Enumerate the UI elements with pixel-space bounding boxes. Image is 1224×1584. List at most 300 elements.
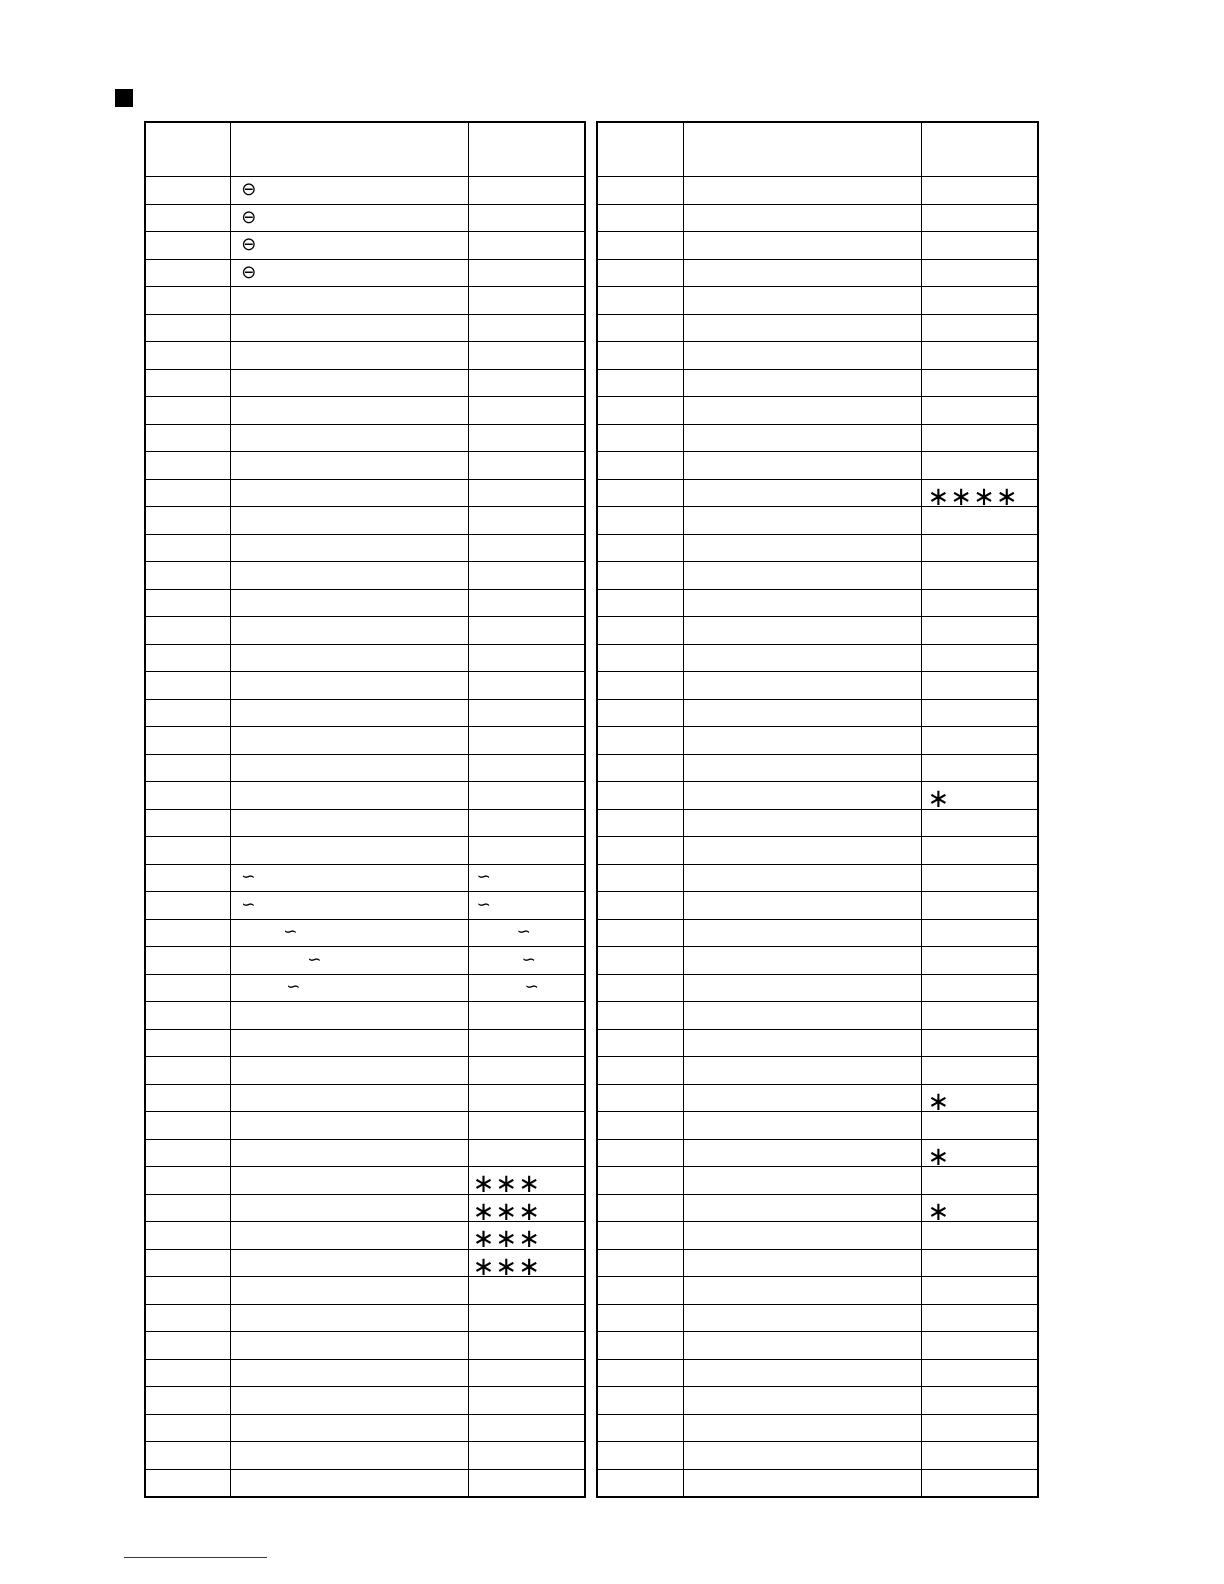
loop-icon: ∽ bbox=[283, 922, 298, 943]
table-row bbox=[145, 864, 585, 892]
asterisk-icon: ∗∗∗∗ bbox=[927, 481, 1019, 507]
table-cell bbox=[683, 177, 921, 205]
table-cell bbox=[597, 534, 683, 562]
table-row bbox=[145, 1414, 585, 1442]
table-cell bbox=[683, 507, 921, 535]
table-row bbox=[597, 617, 1038, 645]
table-cell bbox=[683, 1139, 921, 1167]
table-cell bbox=[231, 1029, 468, 1057]
table-cell bbox=[683, 287, 921, 315]
table-cell bbox=[597, 809, 683, 837]
table-cell bbox=[468, 1112, 585, 1140]
loop-icon: ∽ bbox=[476, 867, 491, 888]
table-cell bbox=[468, 699, 585, 727]
table-row bbox=[145, 424, 585, 452]
table-cell bbox=[921, 1222, 1038, 1250]
table-cell bbox=[231, 1414, 468, 1442]
table-cell bbox=[683, 1084, 921, 1112]
table-row bbox=[145, 507, 585, 535]
table-cell bbox=[145, 782, 231, 810]
table-cell bbox=[145, 1084, 231, 1112]
table-cell bbox=[468, 1442, 585, 1470]
circled-minus-icon: ⊖ bbox=[241, 179, 257, 201]
table-cell bbox=[683, 1304, 921, 1332]
table-row bbox=[145, 1057, 585, 1085]
table-cell bbox=[145, 259, 231, 287]
table-cell bbox=[683, 727, 921, 755]
parts-table-left bbox=[144, 121, 586, 1498]
table-row bbox=[145, 644, 585, 672]
table-cell bbox=[231, 314, 468, 342]
table-cell bbox=[683, 397, 921, 425]
table-cell bbox=[597, 259, 683, 287]
table-row bbox=[145, 1167, 585, 1195]
table-cell bbox=[921, 1387, 1038, 1415]
table-cell bbox=[683, 1469, 921, 1497]
table-cell bbox=[921, 727, 1038, 755]
table-cell bbox=[921, 1139, 1038, 1167]
table-cell bbox=[468, 974, 585, 1002]
table-row bbox=[145, 232, 585, 260]
table-row bbox=[145, 1029, 585, 1057]
table-cell bbox=[145, 919, 231, 947]
table-row bbox=[145, 177, 585, 205]
header-cell bbox=[231, 122, 468, 177]
table-cell bbox=[921, 947, 1038, 975]
table-row bbox=[145, 727, 585, 755]
table-cell bbox=[231, 1112, 468, 1140]
table-cell bbox=[597, 1057, 683, 1085]
table-cell bbox=[597, 397, 683, 425]
table-cell bbox=[597, 562, 683, 590]
table-cell bbox=[921, 837, 1038, 865]
asterisk-icon: ∗∗∗ bbox=[472, 1196, 541, 1222]
table-row bbox=[597, 1167, 1038, 1195]
parts-table-right bbox=[596, 121, 1039, 1498]
table-cell bbox=[683, 479, 921, 507]
table-cell bbox=[597, 1414, 683, 1442]
table-cell bbox=[231, 1359, 468, 1387]
section-bullet bbox=[115, 89, 133, 107]
table-row bbox=[597, 397, 1038, 425]
table-cell bbox=[683, 1222, 921, 1250]
table-cell bbox=[683, 1249, 921, 1277]
table-cell bbox=[921, 1249, 1038, 1277]
table-row bbox=[597, 342, 1038, 370]
table-cell bbox=[468, 342, 585, 370]
table-cell bbox=[145, 1304, 231, 1332]
table-row bbox=[145, 452, 585, 480]
table-row bbox=[597, 892, 1038, 920]
table-row bbox=[597, 1057, 1038, 1085]
table-cell bbox=[145, 287, 231, 315]
table-cell bbox=[921, 287, 1038, 315]
table-cell bbox=[145, 1139, 231, 1167]
header-cell bbox=[597, 122, 683, 177]
table-cell bbox=[683, 204, 921, 232]
table-cell bbox=[145, 424, 231, 452]
table-cell bbox=[468, 919, 585, 947]
table-cell bbox=[597, 1387, 683, 1415]
table-row bbox=[597, 314, 1038, 342]
table-cell bbox=[231, 1442, 468, 1470]
table-row bbox=[145, 947, 585, 975]
table-row bbox=[597, 1387, 1038, 1415]
table-cell bbox=[597, 1139, 683, 1167]
table-cell bbox=[468, 672, 585, 700]
table-cell bbox=[145, 1387, 231, 1415]
table-cell bbox=[921, 1112, 1038, 1140]
table-cell bbox=[683, 864, 921, 892]
table-cell bbox=[145, 369, 231, 397]
table-row bbox=[145, 1277, 585, 1305]
table-cell bbox=[921, 562, 1038, 590]
circled-minus-icon: ⊖ bbox=[241, 206, 257, 228]
table-row bbox=[597, 507, 1038, 535]
asterisk-icon: ∗∗∗ bbox=[472, 1169, 541, 1194]
table-cell bbox=[683, 892, 921, 920]
table-row bbox=[145, 699, 585, 727]
table-row bbox=[597, 1139, 1038, 1167]
table-cell bbox=[145, 672, 231, 700]
table-cell bbox=[145, 1359, 231, 1387]
table-cell bbox=[145, 1414, 231, 1442]
table-cell bbox=[145, 1112, 231, 1140]
table-row bbox=[145, 342, 585, 370]
table-cell bbox=[145, 837, 231, 865]
table-cell bbox=[468, 479, 585, 507]
table-cell bbox=[231, 1194, 468, 1222]
table-row bbox=[145, 782, 585, 810]
table-row bbox=[597, 1002, 1038, 1030]
table-row bbox=[597, 1194, 1038, 1222]
table-cell bbox=[921, 1414, 1038, 1442]
table-cell bbox=[597, 947, 683, 975]
table-cell bbox=[231, 754, 468, 782]
table-cell bbox=[145, 562, 231, 590]
table-cell bbox=[231, 919, 468, 947]
table-row bbox=[145, 1387, 585, 1415]
loop-icon: ∽ bbox=[307, 949, 322, 970]
table-row bbox=[597, 1442, 1038, 1470]
table-cell bbox=[921, 919, 1038, 947]
table-row bbox=[597, 1304, 1038, 1332]
table-cell bbox=[468, 1277, 585, 1305]
table-cell bbox=[231, 617, 468, 645]
table-row bbox=[145, 1139, 585, 1167]
table-cell bbox=[231, 287, 468, 315]
table-row bbox=[145, 919, 585, 947]
table-cell bbox=[921, 782, 1038, 810]
table-cell bbox=[231, 1167, 468, 1195]
table-cell bbox=[597, 617, 683, 645]
table-row bbox=[597, 259, 1038, 287]
table-cell bbox=[597, 727, 683, 755]
table-cell bbox=[597, 452, 683, 480]
table-row bbox=[145, 397, 585, 425]
loop-icon: ∽ bbox=[516, 922, 531, 943]
table-cell bbox=[145, 644, 231, 672]
loop-icon: ∽ bbox=[241, 867, 256, 888]
table-row bbox=[145, 1222, 585, 1250]
table-cell bbox=[145, 754, 231, 782]
table-cell bbox=[921, 397, 1038, 425]
table-cell bbox=[468, 397, 585, 425]
table-row bbox=[145, 314, 585, 342]
table-cell bbox=[145, 1222, 231, 1250]
table-cell bbox=[231, 452, 468, 480]
table-row bbox=[597, 204, 1038, 232]
table-cell bbox=[921, 754, 1038, 782]
table-cell bbox=[145, 727, 231, 755]
table-cell bbox=[145, 892, 231, 920]
table-cell bbox=[597, 177, 683, 205]
table-cell bbox=[231, 1084, 468, 1112]
table-row bbox=[597, 782, 1038, 810]
table-cell bbox=[468, 534, 585, 562]
table-cell bbox=[145, 809, 231, 837]
table-cell bbox=[231, 204, 468, 232]
table-cell bbox=[921, 1442, 1038, 1470]
loop-icon: ∽ bbox=[476, 894, 491, 915]
loop-icon: ∽ bbox=[286, 977, 301, 998]
table-row bbox=[597, 727, 1038, 755]
table-cell bbox=[921, 314, 1038, 342]
table-row bbox=[597, 837, 1038, 865]
table-cell bbox=[231, 672, 468, 700]
table-row bbox=[597, 809, 1038, 837]
table-cell bbox=[231, 479, 468, 507]
table-cell bbox=[921, 1359, 1038, 1387]
table-cell bbox=[683, 1112, 921, 1140]
table-cell bbox=[231, 1249, 468, 1277]
table-row bbox=[145, 837, 585, 865]
table-cell bbox=[231, 1304, 468, 1332]
table-cell bbox=[231, 947, 468, 975]
table-cell bbox=[597, 699, 683, 727]
table-cell bbox=[468, 259, 585, 287]
asterisk-icon: ∗∗∗ bbox=[472, 1224, 541, 1249]
table-cell bbox=[468, 1084, 585, 1112]
table-cell bbox=[597, 1332, 683, 1360]
table-cell bbox=[683, 589, 921, 617]
table-cell bbox=[683, 1442, 921, 1470]
table-cell bbox=[683, 617, 921, 645]
table-row bbox=[145, 754, 585, 782]
table-cell bbox=[597, 232, 683, 260]
table-cell bbox=[597, 1304, 683, 1332]
table-cell bbox=[921, 177, 1038, 205]
table-cell bbox=[231, 644, 468, 672]
table-cell bbox=[921, 864, 1038, 892]
table-cell bbox=[921, 1304, 1038, 1332]
table-cell bbox=[597, 1084, 683, 1112]
table-cell bbox=[468, 1167, 585, 1195]
table-cell bbox=[597, 589, 683, 617]
table-cell bbox=[921, 1002, 1038, 1030]
table-cell bbox=[597, 204, 683, 232]
table-cell bbox=[597, 644, 683, 672]
table-cell bbox=[468, 369, 585, 397]
table-cell bbox=[921, 1469, 1038, 1497]
table-cell bbox=[231, 727, 468, 755]
table-row bbox=[145, 1304, 585, 1332]
table-row bbox=[597, 974, 1038, 1002]
table-cell bbox=[921, 204, 1038, 232]
asterisk-icon: ∗ bbox=[927, 1141, 951, 1167]
table-row bbox=[145, 617, 585, 645]
table-cell bbox=[683, 809, 921, 837]
table-row bbox=[597, 1029, 1038, 1057]
table-row bbox=[597, 699, 1038, 727]
table-cell bbox=[231, 1332, 468, 1360]
table-cell bbox=[468, 287, 585, 315]
table-cell bbox=[683, 837, 921, 865]
table-cell bbox=[921, 1057, 1038, 1085]
table-cell bbox=[231, 782, 468, 810]
table-row bbox=[597, 1084, 1038, 1112]
asterisk-icon: ∗∗∗ bbox=[472, 1251, 541, 1277]
table-cell bbox=[468, 424, 585, 452]
table-cell bbox=[468, 1029, 585, 1057]
table-cell bbox=[683, 232, 921, 260]
table-cell bbox=[468, 1332, 585, 1360]
table-cell bbox=[468, 452, 585, 480]
table-cell bbox=[468, 562, 585, 590]
table-cell bbox=[683, 672, 921, 700]
table-cell bbox=[145, 1469, 231, 1497]
table-cell bbox=[921, 1332, 1038, 1360]
table-cell bbox=[597, 314, 683, 342]
table-cell bbox=[145, 534, 231, 562]
table-row bbox=[145, 1469, 585, 1497]
table-cell bbox=[468, 1139, 585, 1167]
table-cell bbox=[921, 507, 1038, 535]
table-cell bbox=[231, 892, 468, 920]
table-cell bbox=[597, 287, 683, 315]
table-row bbox=[597, 754, 1038, 782]
table-cell bbox=[468, 1057, 585, 1085]
table-cell bbox=[683, 369, 921, 397]
table-cell bbox=[683, 974, 921, 1002]
table-cell bbox=[231, 259, 468, 287]
circled-minus-icon: ⊖ bbox=[241, 234, 257, 256]
table-cell bbox=[597, 1112, 683, 1140]
table-cell bbox=[145, 974, 231, 1002]
table-cell bbox=[597, 919, 683, 947]
asterisk-icon: ∗ bbox=[927, 784, 951, 809]
table-row bbox=[597, 1277, 1038, 1305]
footer-link-underline bbox=[124, 1557, 267, 1558]
table-cell bbox=[145, 1002, 231, 1030]
table-cell bbox=[683, 452, 921, 480]
table-cell bbox=[468, 204, 585, 232]
table-cell bbox=[145, 1332, 231, 1360]
table-cell bbox=[597, 424, 683, 452]
table-row bbox=[597, 1249, 1038, 1277]
table-cell bbox=[231, 534, 468, 562]
table-cell bbox=[468, 1222, 585, 1250]
table-cell bbox=[231, 974, 468, 1002]
table-cell bbox=[683, 644, 921, 672]
table-row bbox=[597, 1414, 1038, 1442]
table-cell bbox=[145, 1249, 231, 1277]
table-row bbox=[597, 287, 1038, 315]
table-row bbox=[597, 589, 1038, 617]
table-cell bbox=[468, 782, 585, 810]
table-cell bbox=[683, 1194, 921, 1222]
loop-icon: ∽ bbox=[521, 949, 536, 970]
table-cell bbox=[468, 1194, 585, 1222]
loop-icon: ∽ bbox=[524, 977, 539, 998]
table-cell bbox=[231, 562, 468, 590]
table-cell bbox=[921, 1084, 1038, 1112]
table-row bbox=[145, 534, 585, 562]
table-cell bbox=[145, 617, 231, 645]
table-cell bbox=[597, 1442, 683, 1470]
table-cell bbox=[921, 424, 1038, 452]
table-cell bbox=[921, 1194, 1038, 1222]
table-cell bbox=[231, 232, 468, 260]
table-cell bbox=[683, 1359, 921, 1387]
table-cell bbox=[468, 1469, 585, 1497]
table-cell bbox=[683, 947, 921, 975]
table-cell bbox=[468, 314, 585, 342]
table-header-row bbox=[145, 122, 585, 177]
table-cell bbox=[921, 974, 1038, 1002]
table-cell bbox=[145, 1277, 231, 1305]
table-row bbox=[597, 562, 1038, 590]
table-cell bbox=[231, 809, 468, 837]
table-cell bbox=[231, 589, 468, 617]
table-cell bbox=[597, 1359, 683, 1387]
table-cell bbox=[597, 1222, 683, 1250]
table-cell bbox=[921, 452, 1038, 480]
table-row bbox=[597, 864, 1038, 892]
table-cell bbox=[145, 1194, 231, 1222]
table-cell bbox=[145, 1442, 231, 1470]
table-cell bbox=[597, 1277, 683, 1305]
table-row bbox=[597, 947, 1038, 975]
table-cell bbox=[145, 342, 231, 370]
table-row bbox=[145, 1112, 585, 1140]
table-cell bbox=[921, 479, 1038, 507]
table-row bbox=[145, 1332, 585, 1360]
table-cell bbox=[921, 672, 1038, 700]
table-cell bbox=[683, 1277, 921, 1305]
table-cell bbox=[597, 672, 683, 700]
table-row bbox=[145, 892, 585, 920]
table-cell bbox=[683, 1057, 921, 1085]
table-cell bbox=[921, 534, 1038, 562]
table-cell bbox=[921, 589, 1038, 617]
table-cell bbox=[597, 754, 683, 782]
table-cell bbox=[921, 617, 1038, 645]
table-cell bbox=[683, 259, 921, 287]
table-cell bbox=[597, 864, 683, 892]
table-cell bbox=[231, 342, 468, 370]
table-cell bbox=[468, 754, 585, 782]
table-row bbox=[597, 534, 1038, 562]
table-cell bbox=[231, 1469, 468, 1497]
table-cell bbox=[468, 1304, 585, 1332]
table-row bbox=[145, 1359, 585, 1387]
table-cell bbox=[145, 204, 231, 232]
table-cell bbox=[468, 947, 585, 975]
table-row bbox=[597, 177, 1038, 205]
table-cell bbox=[145, 232, 231, 260]
table-cell bbox=[145, 1057, 231, 1085]
